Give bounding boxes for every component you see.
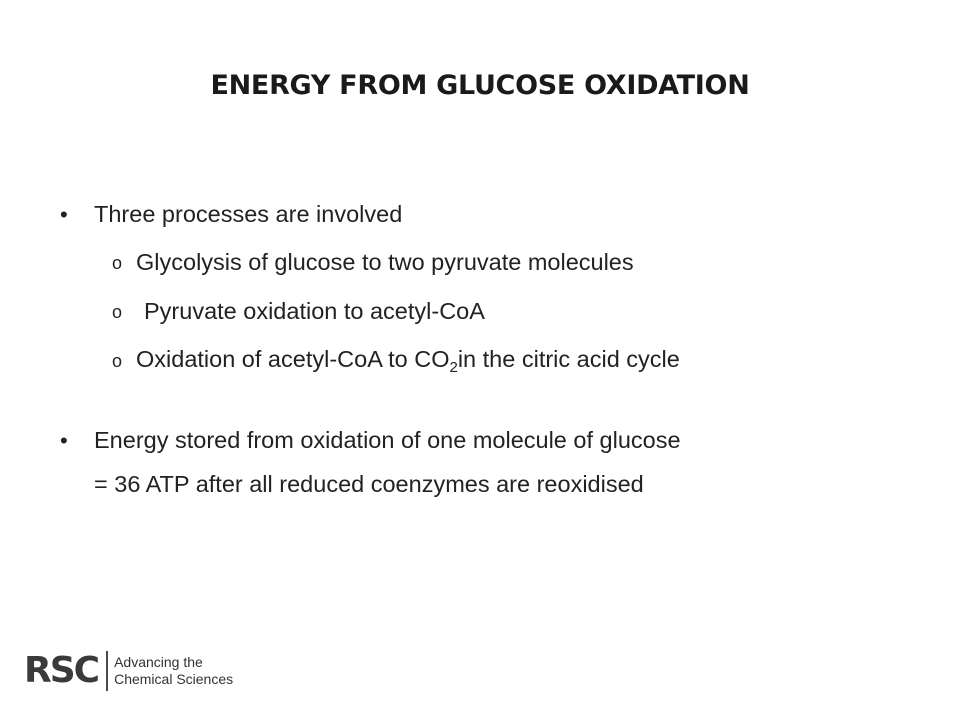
sub-bullet-marker: o <box>112 351 123 371</box>
sub-bullet-citric-acid-cycle <box>136 343 680 376</box>
sub-bullet-pyruvate-oxidation: Pyruvate oxidation to acetyl-CoA <box>144 298 485 324</box>
bullet-text-energy-line2: = 36 ATP after all reduced coenzymes are reoxidised <box>94 471 644 497</box>
bullet-text-processes: Three processes are involved <box>94 201 403 227</box>
co2-subscript: 2 <box>449 359 458 376</box>
co2-text: Oxidation of acetyl-CoA to CO <box>136 346 450 372</box>
rsc-logo-mark: RSC <box>24 650 99 691</box>
sub-bullet-glycolysis: Glycolysis of glucose to two pyruvate molecules <box>136 249 634 275</box>
sub-bullet-marker: o <box>112 253 123 273</box>
sub-bullet-marker: o <box>112 302 123 322</box>
citric-cycle-text: in the citric acid cycle <box>457 346 680 372</box>
rsc-tagline <box>114 654 233 688</box>
bullet-marker: • <box>60 202 68 227</box>
rsc-logo <box>24 648 233 694</box>
tagline-line2: Chemical Sciences <box>114 671 234 687</box>
bullet-marker: • <box>60 428 68 453</box>
slide-title: ENERGY FROM GLUCOSE OXIDATION <box>210 70 750 101</box>
tagline-line1: Advancing the <box>114 654 203 670</box>
bullet-text-energy-line1: Energy stored from oxidation of one molecule of glucose <box>94 427 681 453</box>
logo-divider <box>106 651 108 691</box>
